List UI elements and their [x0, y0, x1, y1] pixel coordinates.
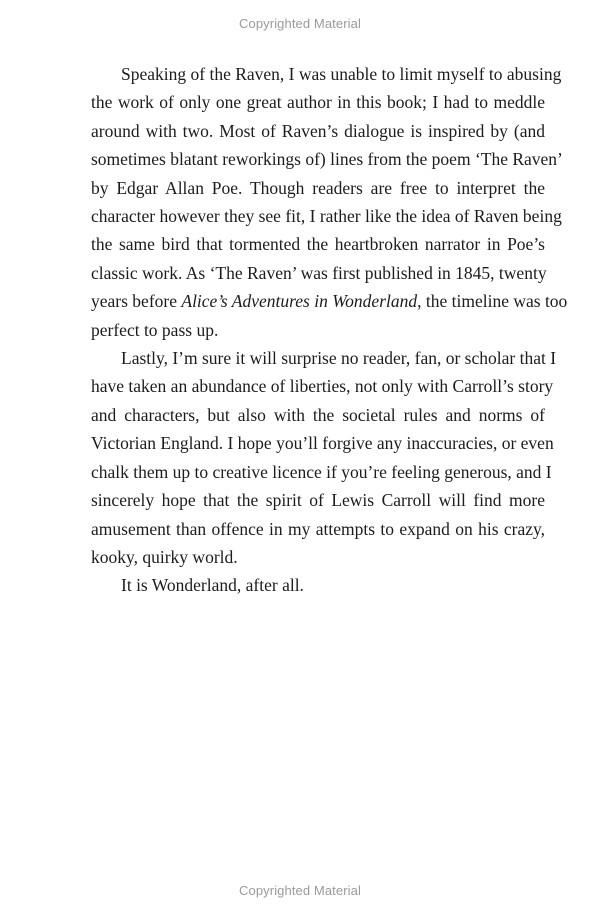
paragraph-raven — [61, 60, 568, 344]
paragraph-liberties — [61, 344, 557, 571]
text-line: perfect to pass up. — [91, 319, 219, 340]
text-line: amusement than offence in my attempts to expand on his crazy, — [91, 518, 545, 539]
text-line: and characters, but also with the societal rules and norms of — [91, 404, 545, 425]
text-line: have taken an abundance of liberties, not only with Carroll’s story — [91, 376, 554, 397]
text-line: sometimes blatant reworkings of) lines from the poem ‘The Raven’ — [91, 149, 563, 170]
text-fragment: , the timeline was too — [417, 291, 568, 312]
text-line: chalk them up to creative licence if you’re feeling generous, and I — [91, 461, 552, 482]
text-fragment: years before — [91, 291, 182, 312]
page-body — [61, 60, 568, 600]
text-line — [61, 287, 568, 315]
text-line: character however they see fit, I rather like the idea of Raven being — [91, 206, 562, 227]
paragraph-closing — [61, 571, 545, 599]
text-line: the work of only one great author in this book; I had to meddle — [91, 92, 545, 113]
text-line: sincerely hope that the spirit of Lewis Carroll will find more — [91, 490, 545, 511]
text-line: It is Wonderland, after all. — [121, 575, 304, 596]
watermark-bottom: Copyrighted Material — [239, 883, 361, 898]
text-line: by Edgar Allan Poe. Though readers are free to interpret the — [91, 177, 545, 198]
text-line: classic work. As ‘The Raven’ was first published in 1845, twenty — [91, 262, 547, 283]
book-title: Alice’s Adventures in Wonderland — [181, 291, 418, 312]
text-line: kooky, quirky world. — [91, 546, 238, 567]
watermark-top: Copyrighted Material — [239, 16, 361, 31]
text-line: Speaking of the Raven, I was unable to limit myself to abusing — [121, 64, 562, 84]
text-line: Lastly, I’m sure it will surprise no reader, fan, or scholar that I — [121, 348, 557, 369]
text-line: the same bird that tormented the heartbroken narrator in Poe’s — [91, 234, 545, 255]
text-line: around with two. Most of Raven’s dialogue is inspired by (and — [91, 120, 545, 141]
text-line: Victorian England. I hope you’ll forgive any inaccuracies, or even — [91, 433, 554, 454]
